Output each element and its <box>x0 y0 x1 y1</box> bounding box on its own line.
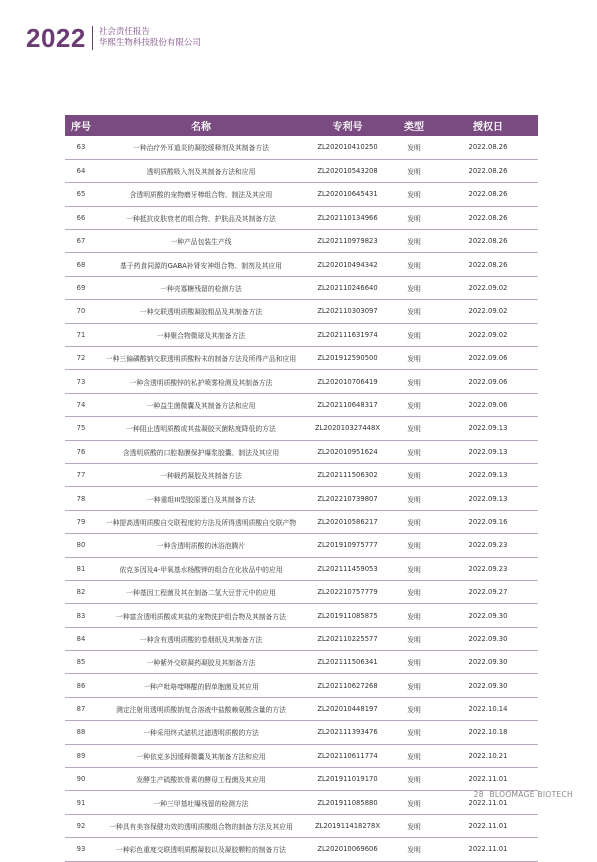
table-row <box>65 534 538 557</box>
patent-table-container <box>65 115 538 862</box>
cell-name: 一种三偏磷酸钠交联透明质酸粉末的制备方法及所得产品和应用 <box>97 347 305 370</box>
cell-patent-no: ZL202010645431 <box>305 183 390 206</box>
cell-grant-date: 2022.09.13 <box>438 463 538 486</box>
cell-patent-no: ZL202010327448X <box>305 417 390 440</box>
cell-type: 发明 <box>390 276 438 299</box>
cell-name: 一种富含透明质酸或其盐的宠物洗护组合物及其制备方法 <box>97 604 305 627</box>
cell-type: 发明 <box>390 814 438 837</box>
cell-name: 一种产品包装生产线 <box>97 230 305 253</box>
cell-grant-date: 2022.09.30 <box>438 627 538 650</box>
cell-seq: 83 <box>65 604 97 627</box>
cell-grant-date: 2022.08.26 <box>438 230 538 253</box>
column-header-patent-no: 专利号 <box>305 115 390 136</box>
cell-grant-date: 2022.09.06 <box>438 347 538 370</box>
cell-type: 发明 <box>390 417 438 440</box>
cell-seq: 72 <box>65 347 97 370</box>
table-row <box>65 417 538 440</box>
cell-type: 发明 <box>390 183 438 206</box>
cell-name: 发酵生产硫酸软骨素的酵母工程菌及其应用 <box>97 768 305 791</box>
cell-seq: 73 <box>65 370 97 393</box>
page-number: 28 <box>473 790 484 799</box>
cell-type: 发明 <box>390 440 438 463</box>
cell-patent-no: ZL202110303097 <box>305 300 390 323</box>
table-row <box>65 300 538 323</box>
cell-name: 透明质酸吸入剂及其制备方法和应用 <box>97 159 305 182</box>
cell-type: 发明 <box>390 768 438 791</box>
cell-seq: 85 <box>65 651 97 674</box>
cell-seq: 69 <box>65 276 97 299</box>
cell-type: 发明 <box>390 206 438 229</box>
cell-grant-date: 2022.10.18 <box>438 721 538 744</box>
page-footer <box>474 790 573 799</box>
cell-name: 一种阻止透明质酸或其盐凝胶灭菌粘度降低的方法 <box>97 417 305 440</box>
cell-name: 一种基因工程菌及其在制备二氢大豆苷元中的应用 <box>97 580 305 603</box>
cell-patent-no: ZL202010951624 <box>305 440 390 463</box>
cell-type: 发明 <box>390 136 438 159</box>
cell-seq: 79 <box>65 510 97 533</box>
company-name: 华熙生物科技股份有限公司 <box>98 38 201 48</box>
cell-seq: 88 <box>65 721 97 744</box>
table-row <box>65 791 538 814</box>
cell-grant-date: 2022.11.01 <box>438 768 538 791</box>
cell-patent-no: ZL202010448197 <box>305 697 390 720</box>
cell-seq: 71 <box>65 323 97 346</box>
cell-type: 发明 <box>390 838 438 861</box>
header-divider <box>92 26 93 50</box>
cell-patent-no: ZL202111506341 <box>305 651 390 674</box>
cell-type: 发明 <box>390 159 438 182</box>
cell-name: 一种治疗外耳道炎的凝胶缓释剂及其制备方法 <box>97 136 305 159</box>
cell-grant-date: 2022.11.01 <box>438 814 538 837</box>
table-header <box>65 115 538 136</box>
cell-name: 一种彩色重度交联透明质酸凝胶以及凝胶颗粒的制备方法 <box>97 838 305 861</box>
cell-patent-no: ZL202010586217 <box>305 510 390 533</box>
cell-type: 发明 <box>390 534 438 557</box>
table-row <box>65 744 538 767</box>
cell-patent-no: ZL202210757779 <box>305 580 390 603</box>
cell-seq: 64 <box>65 159 97 182</box>
cell-type: 发明 <box>390 323 438 346</box>
cell-patent-no: ZL202010706419 <box>305 370 390 393</box>
table-row <box>65 510 538 533</box>
table-row <box>65 230 538 253</box>
cell-seq: 63 <box>65 136 97 159</box>
cell-type: 发明 <box>390 347 438 370</box>
table-row <box>65 487 538 510</box>
cell-grant-date: 2022.09.23 <box>438 557 538 580</box>
cell-grant-date: 2022.09.30 <box>438 674 538 697</box>
table-row <box>65 768 538 791</box>
cell-patent-no: ZL202111393476 <box>305 721 390 744</box>
table-row <box>65 183 538 206</box>
cell-grant-date: 2022.08.26 <box>438 206 538 229</box>
cell-grant-date: 2022.09.13 <box>438 440 538 463</box>
cell-type: 发明 <box>390 487 438 510</box>
cell-name: 一种具有美容保健功效的透明质酸组合物的制备方法及其应用 <box>97 814 305 837</box>
cell-name: 一种交联透明质酸凝胶粗品及其制备方法 <box>97 300 305 323</box>
cell-grant-date: 2022.09.13 <box>438 417 538 440</box>
cell-seq: 80 <box>65 534 97 557</box>
cell-grant-date: 2022.08.26 <box>438 159 538 182</box>
table-row <box>65 814 538 837</box>
cell-name: 一种紫外交联凝药凝胶及其制备方法 <box>97 651 305 674</box>
cell-grant-date: 2022.09.02 <box>438 323 538 346</box>
cell-seq: 65 <box>65 183 97 206</box>
cell-patent-no: ZL202010410250 <box>305 136 390 159</box>
cell-patent-no: ZL201911019170 <box>305 768 390 791</box>
cell-type: 发明 <box>390 463 438 486</box>
table-row <box>65 721 538 744</box>
table-row <box>65 370 538 393</box>
table-row <box>65 323 538 346</box>
cell-patent-no: ZL202110627268 <box>305 674 390 697</box>
column-header-name: 名称 <box>97 115 305 136</box>
cell-seq: 89 <box>65 744 97 767</box>
cell-grant-date: 2022.09.02 <box>438 300 538 323</box>
cell-grant-date: 2022.09.30 <box>438 651 538 674</box>
cell-name: 一种重组III型胶原蛋白及其制备方法 <box>97 487 305 510</box>
cell-name: 一种含透明质酸的沐浴泡腾片 <box>97 534 305 557</box>
cell-seq: 66 <box>65 206 97 229</box>
report-header <box>26 22 201 54</box>
cell-type: 发明 <box>390 651 438 674</box>
cell-grant-date: 2022.09.23 <box>438 534 538 557</box>
cell-name: 一种含透明质酸锌的私护喷雾检测及其制备方法 <box>97 370 305 393</box>
cell-seq: 90 <box>65 768 97 791</box>
table-row <box>65 206 538 229</box>
cell-grant-date: 2022.08.26 <box>438 183 538 206</box>
table-row <box>65 651 538 674</box>
cell-patent-no: ZL202110648317 <box>305 393 390 416</box>
table-row <box>65 159 538 182</box>
cell-type: 发明 <box>390 557 438 580</box>
cell-type: 发明 <box>390 697 438 720</box>
table-row <box>65 580 538 603</box>
cell-name: 一种依克多因缓释微囊及其制备方法和应用 <box>97 744 305 767</box>
cell-grant-date: 2022.09.27 <box>438 580 538 603</box>
cell-patent-no: ZL201911085880 <box>305 791 390 814</box>
cell-seq: 91 <box>65 791 97 814</box>
cell-patent-no: ZL202110134966 <box>305 206 390 229</box>
cell-type: 发明 <box>390 791 438 814</box>
footer-company: BLOOMAGE BIOTECH <box>489 790 573 799</box>
cell-type: 发明 <box>390 627 438 650</box>
report-subtitle <box>99 27 201 49</box>
table-header-row <box>65 115 538 136</box>
cell-name: 依克多因及4-甲氧基水杨酸钾的组合在化妆品中的应用 <box>97 557 305 580</box>
cell-type: 发明 <box>390 510 438 533</box>
table-row <box>65 557 538 580</box>
table-row <box>65 627 538 650</box>
cell-seq: 74 <box>65 393 97 416</box>
cell-name: 一种采用终式滤机过滤透明质酸的方法 <box>97 721 305 744</box>
cell-seq: 77 <box>65 463 97 486</box>
table-row <box>65 393 538 416</box>
cell-type: 发明 <box>390 744 438 767</box>
cell-type: 发明 <box>390 370 438 393</box>
cell-patent-no: ZL202110979823 <box>305 230 390 253</box>
table-row <box>65 838 538 861</box>
table-row <box>65 697 538 720</box>
patent-table <box>65 115 538 862</box>
cell-patent-no: ZL202110225577 <box>305 627 390 650</box>
cell-seq: 78 <box>65 487 97 510</box>
cell-seq: 75 <box>65 417 97 440</box>
cell-grant-date: 2022.11.01 <box>438 791 538 814</box>
table-row <box>65 276 538 299</box>
table-row <box>65 604 538 627</box>
cell-seq: 92 <box>65 814 97 837</box>
cell-grant-date: 2022.08.26 <box>438 253 538 276</box>
cell-type: 发明 <box>390 674 438 697</box>
cell-name: 一种产吡咯喹啉醌的假单胞菌及其应用 <box>97 674 305 697</box>
cell-seq: 82 <box>65 580 97 603</box>
cell-name: 含透明质酸的口腔黏膜保护爆浆胶囊、制法及其应用 <box>97 440 305 463</box>
report-title: 社会责任报告 <box>98 27 150 37</box>
cell-patent-no: ZL202111631974 <box>305 323 390 346</box>
table-row <box>65 253 538 276</box>
cell-patent-no: ZL202010069606 <box>305 838 390 861</box>
cell-grant-date: 2022.09.06 <box>438 370 538 393</box>
table-row <box>65 463 538 486</box>
cell-patent-no: ZL202111506302 <box>305 463 390 486</box>
cell-patent-no: ZL201911418278X <box>305 814 390 837</box>
cell-type: 发明 <box>390 580 438 603</box>
cell-grant-date: 2022.09.06 <box>438 393 538 416</box>
cell-patent-no: ZL202010543208 <box>305 159 390 182</box>
table-row <box>65 347 538 370</box>
cell-name: 一种壳寡糖残留的检测方法 <box>97 276 305 299</box>
cell-grant-date: 2022.11.01 <box>438 838 538 861</box>
cell-name: 一种含有透明质酸的卷烟纸及其制备方法 <box>97 627 305 650</box>
cell-seq: 84 <box>65 627 97 650</box>
cell-grant-date: 2022.09.13 <box>438 487 538 510</box>
table-body <box>65 136 538 861</box>
cell-patent-no: ZL202110246640 <box>305 276 390 299</box>
cell-name: 一种载药凝胶及其制备方法 <box>97 463 305 486</box>
column-header-grant-date: 授权日 <box>438 115 538 136</box>
cell-seq: 93 <box>65 838 97 861</box>
cell-seq: 86 <box>65 674 97 697</box>
cell-seq: 76 <box>65 440 97 463</box>
cell-grant-date: 2022.09.30 <box>438 604 538 627</box>
cell-name: 一种三甲基吐曝残留的检测方法 <box>97 791 305 814</box>
cell-name: 测定注射用透明质酸钠复合溶液中盐酸赖氨酸含量的方法 <box>97 697 305 720</box>
cell-type: 发明 <box>390 721 438 744</box>
cell-grant-date: 2022.09.16 <box>438 510 538 533</box>
table-row <box>65 674 538 697</box>
cell-grant-date: 2022.08.26 <box>438 136 538 159</box>
cell-patent-no: ZL201910975777 <box>305 534 390 557</box>
cell-seq: 70 <box>65 300 97 323</box>
cell-type: 发明 <box>390 230 438 253</box>
cell-name: 一种提高透明质酸自交联程度的方法及所得透明质酸自交联产物 <box>97 510 305 533</box>
cell-patent-no: ZL202010494342 <box>305 253 390 276</box>
cell-name: 一种聚合物微球及其制备方法 <box>97 323 305 346</box>
cell-type: 发明 <box>390 604 438 627</box>
cell-seq: 68 <box>65 253 97 276</box>
cell-grant-date: 2022.10.21 <box>438 744 538 767</box>
cell-seq: 81 <box>65 557 97 580</box>
report-year: 2022 <box>26 22 86 53</box>
cell-type: 发明 <box>390 393 438 416</box>
cell-name: 含透明质酸的宠物磨牙棒组合物、制法及其应用 <box>97 183 305 206</box>
cell-patent-no: ZL201911085875 <box>305 604 390 627</box>
table-row <box>65 136 538 159</box>
cell-type: 发明 <box>390 300 438 323</box>
cell-grant-date: 2022.09.02 <box>438 276 538 299</box>
cell-patent-no: ZL202110611774 <box>305 744 390 767</box>
column-header-seq: 序号 <box>65 115 97 136</box>
cell-patent-no: ZL202111459053 <box>305 557 390 580</box>
table-row <box>65 440 538 463</box>
cell-seq: 87 <box>65 697 97 720</box>
cell-seq: 67 <box>65 230 97 253</box>
cell-grant-date: 2022.10.14 <box>438 697 538 720</box>
column-header-type: 类型 <box>390 115 438 136</box>
cell-name: 基于药食同源的GABA补肾安神组合物、制剂及其应用 <box>97 253 305 276</box>
cell-name: 一种益生菌微囊及其制备方法和应用 <box>97 393 305 416</box>
cell-patent-no: ZL201912590500 <box>305 347 390 370</box>
cell-patent-no: ZL202210739807 <box>305 487 390 510</box>
cell-type: 发明 <box>390 253 438 276</box>
cell-name: 一种抵抗皮肤衰老的组合物、护肤品及其制备方法 <box>97 206 305 229</box>
